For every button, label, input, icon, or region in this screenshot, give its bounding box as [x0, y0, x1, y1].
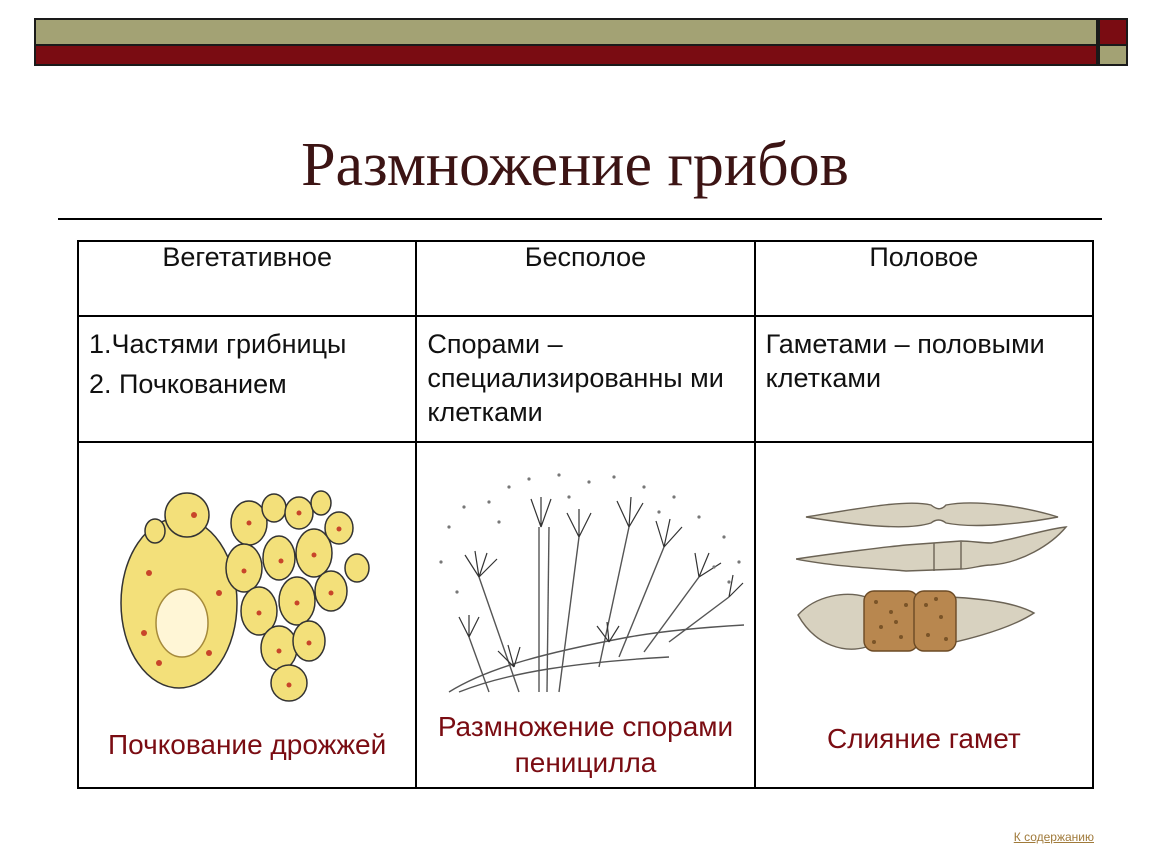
- header-sexual: Половое: [755, 241, 1093, 316]
- contents-link[interactable]: К содержанию: [1013, 830, 1094, 844]
- penicillium-illustration: [429, 467, 749, 697]
- cell-asexual-desc: [416, 316, 754, 442]
- vegetative-method-1: 1.Частями грибницы: [89, 329, 347, 359]
- cell-gametes: [755, 442, 1093, 788]
- cell-sexual-desc: [755, 316, 1093, 442]
- table-illustration-row: [78, 442, 1093, 788]
- table-description-row: [78, 316, 1093, 442]
- caption-yeast: Почкование дрожжей: [108, 729, 387, 760]
- cell-yeast: [78, 442, 416, 788]
- header-square-red: [1098, 18, 1128, 46]
- reproduction-table: [77, 240, 1094, 789]
- header-asexual: Бесполое: [416, 241, 754, 316]
- caption-gametes: Слияние гамет: [826, 723, 1021, 754]
- caption-penicillium: Размножение спорами пеницилла: [437, 711, 734, 778]
- cell-penicillium: [416, 442, 754, 788]
- header-vegetative: Вегетативное: [78, 241, 416, 316]
- yeast-budding-illustration: [99, 483, 399, 703]
- sexual-desc-text: Гаметами – половыми клетками: [765, 329, 1045, 393]
- slide-title: Размножение грибов: [301, 131, 849, 199]
- title-divider: [58, 218, 1102, 220]
- header-bar-olive: [34, 18, 1098, 46]
- vegetative-method-2: 2. Почкованием: [89, 369, 287, 399]
- header-bar-red: [34, 46, 1098, 66]
- cell-vegetative-desc: [78, 316, 416, 442]
- header-square-olive: [1098, 46, 1128, 66]
- table-header-row: [78, 241, 1093, 316]
- asexual-desc-text: Спорами – специализированны ми клетками: [427, 329, 724, 427]
- gamete-fusion-illustration: [796, 487, 1086, 687]
